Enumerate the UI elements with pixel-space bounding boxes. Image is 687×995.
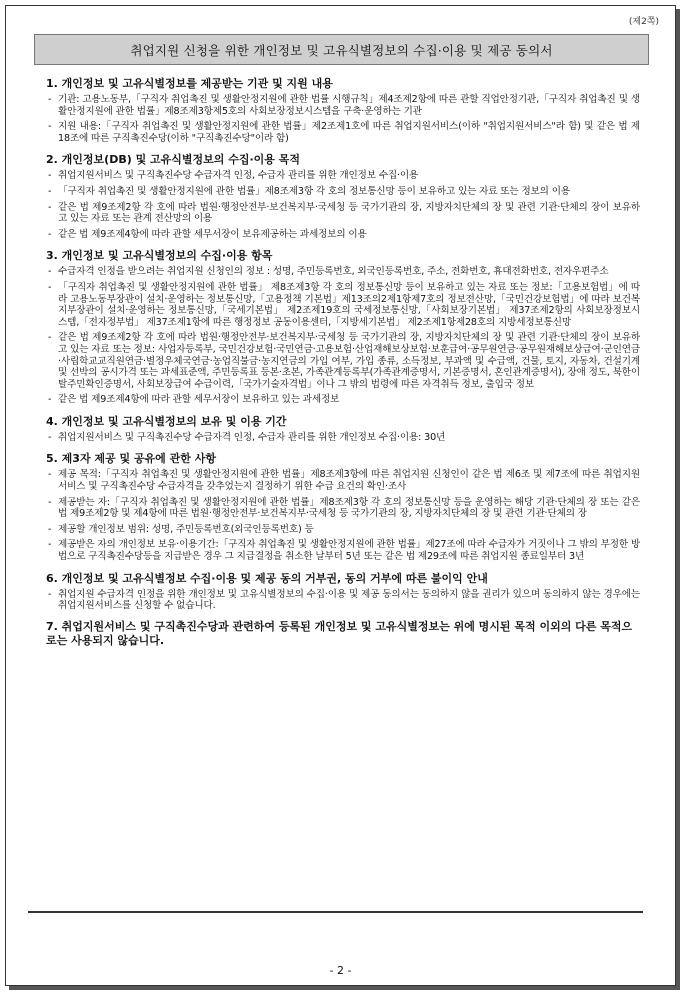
list-item: - 수급자격 인정을 받으려는 취업지원 신청인의 정보 : 성명, 주민등록번호, 외국인등록번호, 주소, 전화번호, 휴대전화번호, 전자우편주소 xyxy=(42,266,640,278)
section-2 xyxy=(42,152,640,240)
list-item: - 같은 법 제9조제4항에 따라 관할 세무서장이 보유제공하는 과세정보의 이용 xyxy=(42,229,640,241)
section-1 xyxy=(42,76,640,144)
list-item: - 제공할 개인정보 범위: 성명, 주민등록번호(외국인등록번호) 등 xyxy=(42,524,640,536)
list-item: - 제공받은 자의 개인정보 보유·이용기간:「구직자 취업촉진 및 생활안정지원에 관한 법률」제27조에 따라 수급자가 거짓이나 그 밖의 부정한 방법으로 구직촉진수당등을 지급받은 경우 그 지급결정을 취소한 날부터 5년 또는 같은 법 제29조에 따른 취업지원 종료일부터 3년 xyxy=(42,539,640,562)
list-item: - 취업지원 수급자격 인정을 위한 개인정보 및 고유식별정보의 수집·이용 및 제공 동의서는 동의하지 않을 권리가 있으며 동의하지 않는 경우에는 취업지원서비스를 신청할 수 없습니다. xyxy=(42,589,640,612)
list-item: - 같은 법 제9조제4항에 따라 관할 세무서장이 보유하고 있는 과세정보 xyxy=(42,394,640,406)
section-5 xyxy=(42,451,640,562)
list-item: - 기관: 고용노동부,「구직자 취업촉진 및 생활안정지원에 관한 법률 시행규칙」제4조제2항에 따른 관할 직업안정기관,「구직자 취업촉진 및 생활안정지원에 관한 법률」제8조제3항제5호의 사회보장정보시스템을 구축·운영하는 기관 xyxy=(42,94,640,117)
list-item: - 취업지원서비스 및 구직촉진수당 수급자격 인정, 수급자 관리를 위한 개인정보 수집·이용: 30년 xyxy=(42,432,640,444)
page-label: (제2쪽) xyxy=(628,17,659,27)
document-title: 취업지원 신청을 위한 개인정보 및 고유식별정보의 수집·이용 및 제공 동의서 xyxy=(34,34,649,65)
section-4 xyxy=(42,414,640,444)
list-item: - 제공 목적:「구직자 취업촉진 및 생활안정지원에 관한 법률」제8조제3항에 따른 취업지원 신청인이 같은 법 제6조 및 제7조에 따른 취업지원서비스 및 구직촉진수당 수급자격을 갖추었는지 결정하기 위한 수급 요건의 확인·조사 xyxy=(42,469,640,492)
list-item: - 같은 법 제9조제2항 각 호에 따라 법원·행정안전부·보건복지부·국세청 등 국가기관의 장, 지방자치단체의 장 및 관련 기관·단체의 장이 보유하고 있는 자료 또는 정보: 사업자등록부, 국민건강보험·국민연금·고용보험·산업재해보상보험·보훈급여·공무원연금·공무원재해보상급여·군인연금·사립학교교직원연금·별정우체국연금·농업직불금·농지연금의 가입 여부, 가입 종류, 소득정보, 부과액 및 수급액, 건물, 토지, 자동차, 건설기계 및 선박의 공시가격 또는 과세표준액, 주민등록표 등본·초본, 가족관계등록부(가족관계증명서, 기본증명서, 혼인관계증명서), 장애 정도, 북한이탈주민확인증명서, 사회보장급여 수급이력,「국가기술자격법」이나 그 밖의 법령에 따른 자격취득 정보, 출입국 정보 xyxy=(42,332,640,390)
section-heading: 1. 개인정보 및 고유식별정보를 제공받는 기관 및 지원 내용 xyxy=(46,77,333,90)
document-page xyxy=(5,5,676,986)
section-heading: 3. 개인정보 및 고유식별정보의 수집·이용 항목 xyxy=(46,249,273,263)
section-6 xyxy=(42,571,640,612)
section-heading: 2. 개인정보(DB) 및 고유식별정보의 수집·이용 목적 xyxy=(46,153,300,167)
section-heading: 5. 제3자 제공 및 공유에 관한 사항 xyxy=(46,452,216,466)
page-number: - 2 - xyxy=(329,964,352,977)
bottom-divider xyxy=(28,911,643,913)
section-3 xyxy=(42,248,640,406)
list-item: - 같은 법 제9조제2항 각 호에 따라 법원·행정안전부·보건복지부·국세청 등 국가기관의 장, 지방자치단체의 장 및 관련 기관·단체의 장이 보유하고 있는 자료 또는 관계 전산망의 이용 xyxy=(42,202,640,225)
document-body xyxy=(42,70,640,651)
list-item: - 지원 내용:「구직자 취업촉진 및 생활안정지원에 관한 법률」제2조제1호에 따른 취업지원서비스(이하 "취업지원서비스"라 함) 및 같은 법 제18조에 따른 구직촉진수당(이하 "구직촉진수당"이라 함) xyxy=(42,121,640,144)
list-item: - 「구직자 취업촉진 및 생활안정지원에 관한 법률」제8조제3항 각 호의 정보통신망 등이 보유하고 있는 자료 또는 정보의 이용 xyxy=(42,186,640,198)
list-item: - 「구직자 취업촉진 및 생활안정지원에 관한 법률」 제8조제3항 각 호의 정보통신망 등이 보유하고 있는 자료 또는 정보:「고용보험법」에 따라 고용노동부장관이 설치·운영하는 정보통신망,「고용정책 기본법」제13조의2제1항제7호의 정보전산망,「국민건강보험법」에 따라 보건복지부장관이 설치·운영하는 정보통신망,「국세기본법」 제2조제19호의 국세정보통신망,「사회보장기본법」 제37조제2항의 사회보장정보시스템,「전자정부법」 제37조제1항에 따른 행정정보 공동이용센터,「지방세기본법」 제2조제1항제28호의 지방세정보통신망 xyxy=(42,282,640,328)
list-item: - 제공받는 자:「구직자 취업촉진 및 생활안정지원에 관한 법률」제8조제3항 각 호의 정보통신망 등을 운영하는 해당 기관·단체의 장 또는 같은 법 제9조제2항 및 제4항에 따른 법원·행정안전부·보건복지부·국세청 등 국가기관의 장, 지방자치단체의 장 및 관련 기관·단체의 장 xyxy=(42,497,640,520)
section-heading: 4. 개인정보 및 고유식별정보의 보유 및 이용 기간 xyxy=(46,414,287,428)
section-7 xyxy=(42,620,640,648)
section-heading: 6. 개인정보 및 고유식별정보 수집·이용 및 제공 동의 거부권, 동의 거부에 따른 불이익 안내 xyxy=(46,571,488,585)
section-heading: 7. 취업지원서비스 및 구직촉진수당과 관련하여 등록된 개인정보 및 고유식별정보는 위에 명시된 목적 이외의 다른 목적으로는 사용되지 않습니다. xyxy=(46,619,633,647)
list-item: - 취업지원서비스 및 구직촉진수당 수급자격 인정, 수급자 관리를 위한 개인정보 수집·이용 xyxy=(42,170,640,182)
